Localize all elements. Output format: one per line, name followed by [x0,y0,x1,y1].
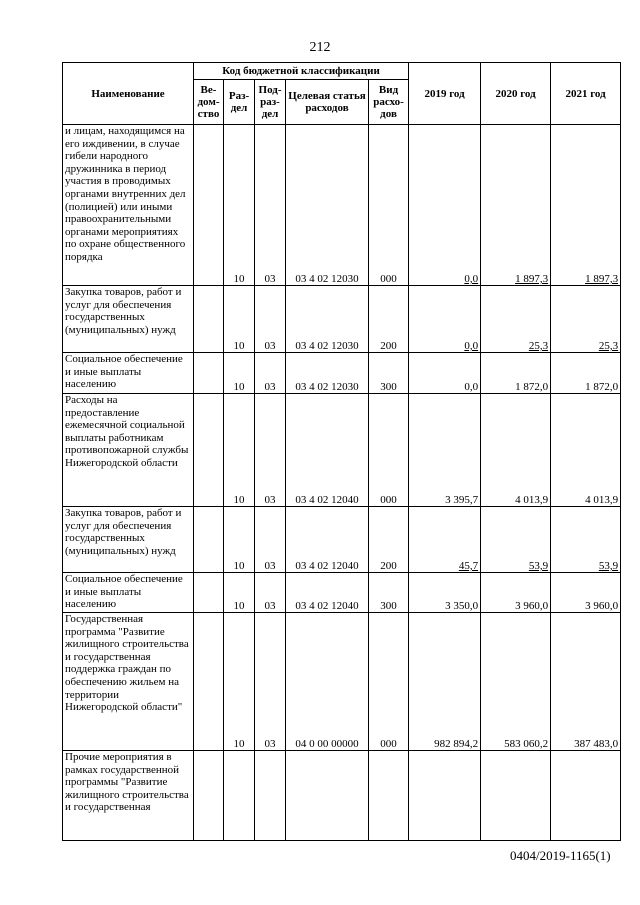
row-razdel: 10 [224,394,255,507]
header-name: Наименование [63,63,194,125]
document-code: 0404/2019-1165(1) [510,848,611,863]
table-row [63,507,621,573]
header-2021: 2021 год [551,63,621,125]
row-razdel: 10 [224,507,255,573]
row-2021: 4 013,9 [551,394,621,507]
row-name: Государственная программа "Развитие жилищного строительства и государственная поддержка граждан по обеспечению жильем на территории Нижегородской области" [63,613,194,751]
row-razdel: 10 [224,125,255,286]
row-ved [194,613,224,751]
row-2021 [551,751,621,841]
table-body [63,125,621,841]
row-2020: 1 897,3 [481,125,551,286]
header-razdel: Раз-дел [224,80,255,125]
row-2019 [409,751,481,841]
table-row [63,573,621,613]
header-vedomstvo: Ве-дом-ство [194,80,224,125]
row-target-article [286,751,369,841]
header-2019: 2019 год [409,63,481,125]
row-ved [194,507,224,573]
row-2019: 0,0 [409,125,481,286]
row-2020: 583 060,2 [481,613,551,751]
row-expense-type: 200 [369,507,409,573]
row-podrazdel: 03 [255,613,286,751]
row-2019: 45,7 [409,507,481,573]
row-podrazdel: 03 [255,125,286,286]
table-row [63,751,621,841]
row-ved [194,353,224,394]
row-target-article: 03 4 02 12040 [286,394,369,507]
row-2021: 53,9 [551,507,621,573]
row-2019: 0,0 [409,353,481,394]
row-podrazdel: 03 [255,573,286,613]
table-row [63,613,621,751]
row-2021: 3 960,0 [551,573,621,613]
row-name: Закупка товаров, работ и услуг для обеспечения государственных (муниципальных) нужд [63,507,194,573]
page-number: 212 [309,40,331,55]
header-expense-type: Вид расхо-дов [369,80,409,125]
row-2020: 4 013,9 [481,394,551,507]
row-ved [194,394,224,507]
row-name: Прочие мероприятия в рамках государственной программы "Развитие жилищного строительства и государственная [63,751,194,841]
row-2020: 1 872,0 [481,353,551,394]
row-razdel: 10 [224,286,255,353]
header-podrazdel: Под-раз-дел [255,80,286,125]
row-podrazdel: 03 [255,507,286,573]
row-ved [194,751,224,841]
row-razdel: 10 [224,573,255,613]
row-2019: 0,0 [409,286,481,353]
row-target-article: 03 4 02 12030 [286,286,369,353]
row-2020: 3 960,0 [481,573,551,613]
row-razdel: 10 [224,353,255,394]
row-name: Социальное обеспечение и иные выплаты населению [63,353,194,394]
table-row [63,353,621,394]
row-2021: 25,3 [551,286,621,353]
row-expense-type: 000 [369,394,409,507]
row-target-article: 04 0 00 00000 [286,613,369,751]
row-2019: 3 350,0 [409,573,481,613]
row-name: Расходы на предоставление ежемесячной социальной выплаты работникам противопожарной службы Нижегородской области [63,394,194,507]
header-budget-code-group: Код бюджетной классификации [194,63,409,80]
row-name: Социальное обеспечение и иные выплаты населению [63,573,194,613]
row-expense-type: 200 [369,286,409,353]
row-2021: 387 483,0 [551,613,621,751]
row-target-article: 03 4 02 12030 [286,125,369,286]
row-2021: 1 897,3 [551,125,621,286]
row-2020: 25,3 [481,286,551,353]
row-2021: 1 872,0 [551,353,621,394]
table-row [63,286,621,353]
row-podrazdel [255,751,286,841]
row-ved [194,286,224,353]
header-2020: 2020 год [481,63,551,125]
row-razdel: 10 [224,613,255,751]
row-podrazdel: 03 [255,353,286,394]
row-2019: 982 894,2 [409,613,481,751]
row-expense-type: 300 [369,353,409,394]
row-razdel [224,751,255,841]
row-target-article: 03 4 02 12040 [286,573,369,613]
row-expense-type: 000 [369,125,409,286]
row-ved [194,125,224,286]
header-target-article: Целевая статья расходов [286,80,369,125]
row-2020: 53,9 [481,507,551,573]
row-expense-type [369,751,409,841]
row-podrazdel: 03 [255,286,286,353]
row-target-article: 03 4 02 12030 [286,353,369,394]
row-name: Закупка товаров, работ и услуг для обеспечения государственных (муниципальных) нужд [63,286,194,353]
row-expense-type: 300 [369,573,409,613]
row-ved [194,573,224,613]
row-2020 [481,751,551,841]
row-target-article: 03 4 02 12040 [286,507,369,573]
row-2019: 3 395,7 [409,394,481,507]
table-row [63,125,621,286]
table-row [63,394,621,507]
row-expense-type: 000 [369,613,409,751]
row-name: и лицам, находящимся на его иждивении, в случае гибели народного дружинника в период участия в проводимых органами внутренних дел (полицией) или иными правоохранительными органами мероприятиях по охране общественного порядка [63,125,194,286]
budget-table [62,62,621,841]
row-podrazdel: 03 [255,394,286,507]
